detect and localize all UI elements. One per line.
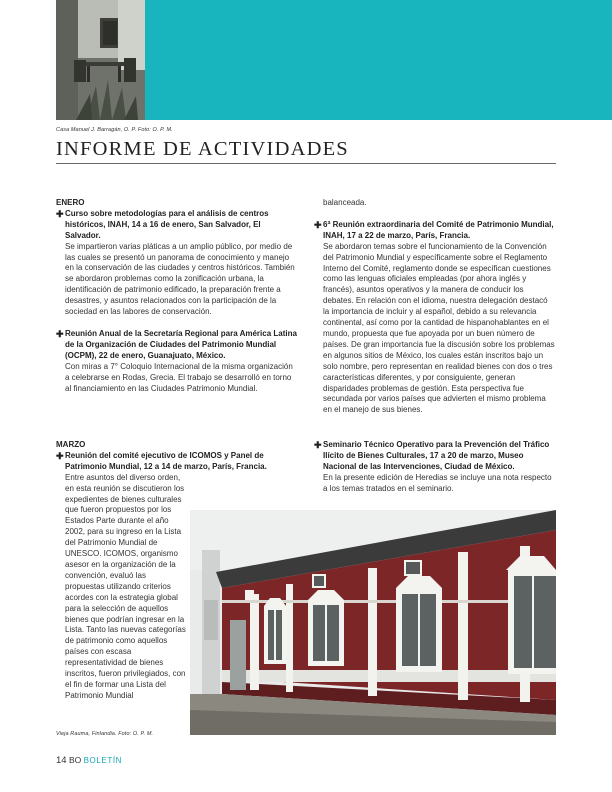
month-heading-marzo: MARZO xyxy=(56,440,86,449)
right-column-bottom xyxy=(314,440,556,495)
publication-prefix: BO xyxy=(68,755,82,765)
activity-item xyxy=(314,440,556,495)
header-white-block xyxy=(0,0,56,120)
activity-title: Curso sobre metodologías para el análisis de centros históricos, INAH, 14 a 16 de enero, San Salvador, El Salvador. xyxy=(65,208,269,240)
cross-bullet-icon: ✚ xyxy=(56,450,64,461)
top-interior-photo xyxy=(56,0,145,120)
activity-description: Entre asuntos del diverso orden, en esta reunión se discutieron los expedientes de bienes culturales que fueron propuestos por los Estados Parte durante el año 2002, para su ingreso en la Lista del Patrimonio Mundial de UNESCO. ICOMOS, organismo asesor en la organización de la convención, evaluó las propuestas utilizando criterios acordes con la estrategia global para la selección de aquellos bienes que podrían ingresar en la Lista. Tanto las nuevas categorías de patrimonio como aquellos países con escasa representatividad de bienes inscritos, fueron privilegiados, con el fin de formar una Lista del Patrimonio Mundial xyxy=(65,472,186,700)
activity-title: Reunión Anual de la Secretaría Regional para América Latina de la Organización de Ciudades del Patrimonio Mundial (OCPM), 22 de enero, Guanajuato, México. xyxy=(65,328,297,360)
cross-bullet-icon: ✚ xyxy=(314,219,322,230)
page-number: 14 xyxy=(56,755,67,766)
cross-bullet-icon: ✚ xyxy=(56,328,64,339)
month-heading-enero: ENERO xyxy=(56,198,85,207)
house-photo xyxy=(190,510,556,735)
activity-title: 6ª Reunión extraordinaria del Comité de Patrimonio Mundial, INAH, 17 a 22 de marzo, París, Francia. xyxy=(323,219,554,240)
page-footer xyxy=(56,755,122,766)
activity-title: Reunión del comité ejecutivo de ICOMOS y Panel de Patrimonio Mundial, 12 a 14 de marzo, París, Francia. xyxy=(65,450,267,471)
activity-description: Se impartieron varias pláticas a un amplio público, por medio de las cuales se presentó un panorama de conocimiento y manejo en la conservación de las ciudades y centros históricos. También se abordaron problemas como la zonificación urbana, la identificación de patrimonio edificado, la preparación frente a desastres, y asuntos relacionados con la participación de la sociedad en las labores de conservación. xyxy=(65,241,295,317)
activity-description: Con miras a 7° Coloquio Internacional de la misma organización a celebrarse en Rodas, Grecia. El trabajo se desarrolló en torno al financiamiento en las Ciudades Patrimonio Mundial. xyxy=(65,361,293,393)
activity-item xyxy=(314,220,556,416)
activity-title: Seminario Técnico Operativo para la Prevención del Tráfico Ilícito de Bienes Culturales, 17 a 20 de marzo, Museo Nacional de las Intervenciones, Ciudad de México. xyxy=(323,440,550,471)
activity-item xyxy=(56,329,298,394)
activity-description: Se abordaron temas sobre el funcionamiento de la Convención del Patrimonio Mundial y específicamente sobre el Reglamento Interno del Comité, reglamento donde se especifican cuestiones como las lenguas oficiales empleadas (por ahora inglés y francés), asuntos operativos y la manera de conducir los debates. En relación con el idioma, nuestra delegación destacó la importancia de incluir y al español, debido a su relevancia continental, así como por la cantidad de hispanohablantes en el mundo, propuesta que fue apoyada por un buen número de países. De gran importancia fue la discusión sobre los problemas en algunos sitios de México, los cuales están inscritos bajo un solo nombre, pero representan en realidad bienes con dos o tres características diferentes, y por consiguiente, generan disparidades problemas de gestión. Esta perspectiva fue secundada por varios países que advierten el mismo problema en el manejo de sus bienes. xyxy=(323,241,555,415)
house-photo-caption: Vieja Rauma, Finlandia. Foto: O. P. M. xyxy=(56,731,154,737)
title-divider xyxy=(56,163,556,164)
top-photo-caption: Casa Manuel J. Barragán, O. P. Foto: O. P. M. xyxy=(56,127,173,133)
left-column-enero xyxy=(56,198,298,394)
cross-bullet-icon: ✚ xyxy=(314,440,322,450)
cross-bullet-icon: ✚ xyxy=(56,208,64,219)
activity-item xyxy=(56,209,298,318)
header-teal-band xyxy=(145,0,612,120)
header-band xyxy=(0,0,612,120)
page-title: INFORME DE ACTIVIDADES xyxy=(56,138,349,160)
activity-description: En la presente edición de Heredias se incluye una nota respecto a los temas tratados en el seminario. xyxy=(323,472,552,493)
right-column xyxy=(314,198,556,416)
continued-text: balanceada. xyxy=(323,198,367,207)
publication-name: BOLETÍN xyxy=(83,756,123,765)
